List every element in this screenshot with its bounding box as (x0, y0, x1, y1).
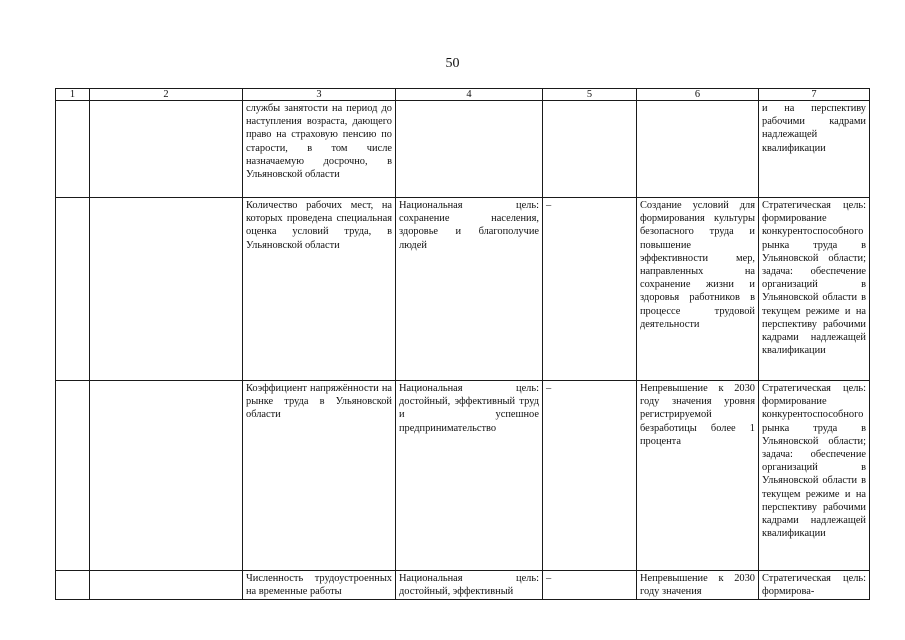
strategic-goal-cell: и на перспективу рабочими кадрами надлежащей квалификации (759, 101, 870, 198)
table-cell-col5: – (543, 198, 637, 381)
national-goal-cell: Национальная цель: достойный, эффективный (396, 571, 543, 600)
table-cell-col5: – (543, 381, 637, 571)
table-cell-col5 (543, 101, 637, 198)
table-row (56, 381, 870, 571)
column-header-2: 2 (90, 89, 243, 101)
indicator-name-cell: Коэффициент напряжённости на рынке труда в Ульяновской области (243, 381, 396, 571)
national-goal-cell (396, 101, 543, 198)
national-goal-cell: Национальная цель: сохранение населения, здоровье и благополучие людей (396, 198, 543, 381)
column-header-7: 7 (759, 89, 870, 101)
indicator-name-cell: службы занятости на период до наступления возраста, дающего право на страховую пенсию по старости, в том числе назначаемую досрочно, в Ульяновской области (243, 101, 396, 198)
column-header-1: 1 (56, 89, 90, 101)
task-cell: Создание условий для формирования культуры безопасного труда и повышение эффективности мер, направленных на сохранение жизни и здоровья работников в процессе трудовой деятельности (637, 198, 759, 381)
table-cell-col1 (56, 571, 90, 600)
indicators-table (55, 88, 870, 600)
header-row (56, 89, 870, 101)
table-cell-col1 (56, 101, 90, 198)
task-cell (637, 101, 759, 198)
table-row (56, 571, 870, 600)
table-cell-col1 (56, 381, 90, 571)
strategic-goal-cell: Стратегическая цель: формирование конкурентоспособного рынка труда в Ульяновской области; задача: обеспечение организаций в Ульяновской области в текущем режиме и на перспективу рабочими кадрами надлежащей квалификации (759, 198, 870, 381)
column-header-6: 6 (637, 89, 759, 101)
table-row (56, 198, 870, 381)
column-header-3: 3 (243, 89, 396, 101)
table-cell-col1 (56, 198, 90, 381)
indicator-name-cell: Численность трудоустроенных на временные работы (243, 571, 396, 600)
column-header-4: 4 (396, 89, 543, 101)
table-cell-col5: – (543, 571, 637, 600)
strategic-goal-cell: Стратегическая цель: формирова- (759, 571, 870, 600)
strategic-goal-cell: Стратегическая цель: формирование конкурентоспособного рынка труда в Ульяновской области; задача: обеспечение организаций в Ульяновской области в текущем режиме и на перспективу рабочими кадрами надлежащей квалификации (759, 381, 870, 571)
table-cell-col2 (90, 198, 243, 381)
page-number: 50 (445, 56, 460, 71)
table-cell-col2 (90, 571, 243, 600)
task-cell: Непревышение к 2030 году значения (637, 571, 759, 600)
national-goal-cell: Национальная цель: достойный, эффективный труд и успешное предпринимательство (396, 381, 543, 571)
table-cell-col2 (90, 101, 243, 198)
column-header-5: 5 (543, 89, 637, 101)
table-cell-col2 (90, 381, 243, 571)
indicator-name-cell: Количество рабочих мест, на которых проведена специальная оценка условий труда, в Ульяновской области (243, 198, 396, 381)
task-cell: Непревышение к 2030 году значения уровня регистрируемой безработицы более 1 процента (637, 381, 759, 571)
table-row (56, 101, 870, 198)
